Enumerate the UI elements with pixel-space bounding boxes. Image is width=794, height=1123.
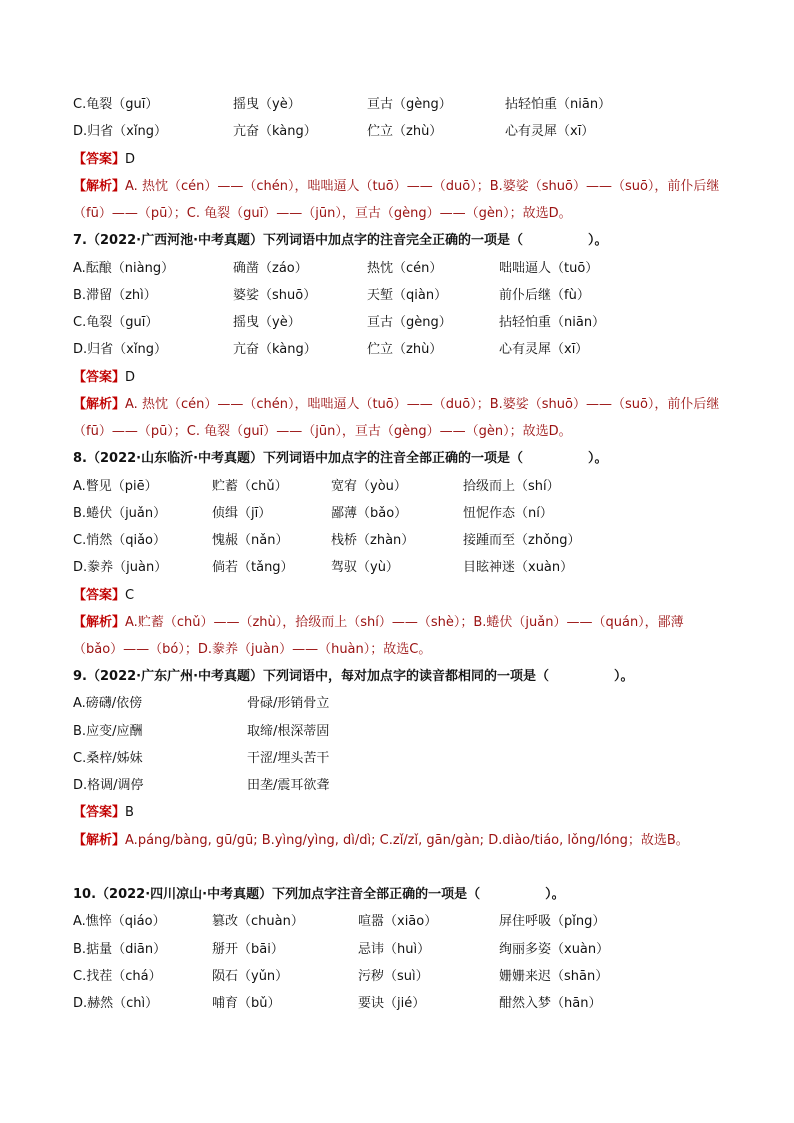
answer-tag: 【答案】 [73,805,126,820]
option-label: B.应变/应酬 [73,724,143,739]
option-word: 拈轻怕重（niān） [499,315,606,330]
option-label: D.归省（xǐng） [73,342,167,357]
answer-line [73,586,134,606]
option-label: B.蜷伏（juǎn） [73,506,167,521]
analysis-tag: 【解析】 [73,615,126,630]
answer-line [73,150,135,170]
option-word: 喧嚣（xiāo） [358,914,438,929]
option-word: 鄙薄（bǎo） [331,506,408,521]
option-label: A.瞥见（piē） [73,479,158,494]
option-word: 拾级而上（shí） [463,479,560,494]
option-word: 目眩神迷（xuàn） [463,560,574,575]
option-word: 驾驭（yù） [331,560,399,575]
analysis-block [73,827,723,854]
option-word: 姗姗来迟（shān） [499,969,609,984]
analysis-text: A.páng/bàng, gū/gū; B.yìng/yìng, dì/dì; C.zǐ/zǐ, gān/gàn; D.diào/tiáo, lǒng/lóng；故选B。 [125,833,689,848]
option-label: C.悄然（qiǎo） [73,533,167,548]
answer-tag: 【答案】 [73,588,126,603]
option-label: D.豢养（juàn） [73,560,168,575]
option-word: 取缔/根深蒂固 [247,724,330,739]
option-word: 咄咄逼人（tuō） [499,261,599,276]
option-word: 亢奋（kàng） [233,342,317,357]
analysis-block [73,173,723,227]
option-word: 篡改（chuàn） [212,914,304,929]
answer-value: C [125,588,135,603]
answer-tag: 【答案】 [73,152,126,167]
answer-line [73,803,134,823]
option-label: A.酝酿（niàng） [73,261,175,276]
option-word: 宽宥（yòu） [331,479,407,494]
option-word: 倘若（tǎng） [212,560,294,575]
option-label: D.赫然（chì） [73,996,159,1011]
analysis-tag: 【解析】 [73,833,126,848]
option-label: C.龟裂（guī） [73,315,159,330]
analysis-text: A.贮蓄（chǔ）——（zhù），拾级而上（shí）——（shè）；B.蜷伏（juǎn）——（quán），鄙薄（bǎo）——（bó）；D.豢养（juàn）——（huàn）；故选C。 [73,615,684,657]
option-word: 亘古（gèng） [367,97,452,112]
answer-tag: 【答案】 [73,370,126,385]
option-word: 绚丽多姿（xuàn） [499,942,610,957]
analysis-block [73,609,723,663]
question-stem: 8.（2022·山东临沂·中考真题）下列词语中加点字的注音全部正确的一项是（ ）。 [73,451,608,466]
option-word: 愧赧（nǎn） [212,533,289,548]
option-label: C.桑梓/姊妹 [73,751,143,766]
option-word: 要诀（jié） [358,996,426,1011]
option-word: 亢奋（kàng） [233,124,317,139]
option-word: 侦缉（jī） [212,506,272,521]
option-word: 确凿（záo） [233,261,308,276]
question-stem: 10.（2022·四川凉山·中考真题）下列加点字注音全部正确的一项是（ ）。 [73,887,565,902]
option-word: 贮蓄（chǔ） [212,479,288,494]
analysis-block [73,391,723,445]
option-word: 忸怩作态（ní） [463,506,553,521]
option-label: C.龟裂（guī） [73,97,159,112]
option-label: B.掂量（diān） [73,942,167,957]
option-word: 摇曳（yè） [233,97,301,112]
option-word: 前仆后继（fù） [499,288,590,303]
option-label: A.磅礴/依傍 [73,696,143,711]
question-stem: 9.（2022·广东广州·中考真题）下列词语中，每对加点字的读音都相同的一项是（ ）。 [73,669,634,684]
option-word: 栈桥（zhàn） [331,533,415,548]
option-word: 污秽（suì） [358,969,429,984]
option-word: 酣然入梦（hān） [499,996,602,1011]
option-word: 田垄/震耳欲聋 [247,778,330,793]
option-label: B.滞留（zhì） [73,288,157,303]
answer-line [73,368,135,388]
option-word: 伫立（zhù） [367,124,443,139]
answer-value: D [125,370,136,385]
option-word: 干涩/埋头苦干 [247,751,330,766]
option-word: 亘古（gèng） [367,315,452,330]
option-word: 哺育（bǔ） [212,996,281,1011]
option-label: A.憔悴（qiáo） [73,914,166,929]
option-word: 摇曳（yè） [233,315,301,330]
analysis-tag: 【解析】 [73,179,126,194]
option-word: 热忱（cén） [367,261,443,276]
option-word: 拈轻怕重（niān） [505,97,612,112]
analysis-tag: 【解析】 [73,397,126,412]
option-word: 婆娑（shuō） [233,288,317,303]
option-word: 掰开（bāi） [212,942,284,957]
option-word: 屏住呼吸（pǐng） [499,914,606,929]
option-word: 骨碌/形销骨立 [247,696,330,711]
answer-value: B [125,805,134,820]
question-stem: 7.（2022·广西河池·中考真题）下列词语中加点字的注音完全正确的一项是（ ）。 [73,233,608,248]
option-label: D.归省（xǐng） [73,124,167,139]
option-word: 天堑（qiàn） [367,288,448,303]
option-word: 心有灵犀（xī） [499,342,589,357]
option-label: D.格调/调停 [73,778,144,793]
option-label: C.找茬（chá） [73,969,162,984]
analysis-text: A. 热忱（cén）——（chén），咄咄逼人（tuō）——（duō）；B.婆娑（shuō）——（suō），前仆后继（fū）——（pū）；C. 龟裂（guī）——（jūn），亘古（gèng）——（gèn）；故选D。 [73,179,720,221]
option-word: 心有灵犀（xī） [505,124,595,139]
option-word: 陨石（yǔn） [212,969,289,984]
analysis-text: A. 热忱（cén）——（chén），咄咄逼人（tuō）——（duō）；B.婆娑（shuō）——（suō），前仆后继（fū）——（pū）；C. 龟裂（guī）——（jūn），亘古（gèng）——（gèn）；故选D。 [73,397,720,439]
option-word: 忌讳（huì） [358,942,431,957]
answer-value: D [125,152,136,167]
option-word: 伫立（zhù） [367,342,443,357]
option-word: 接踵而至（zhǒng） [463,533,581,548]
